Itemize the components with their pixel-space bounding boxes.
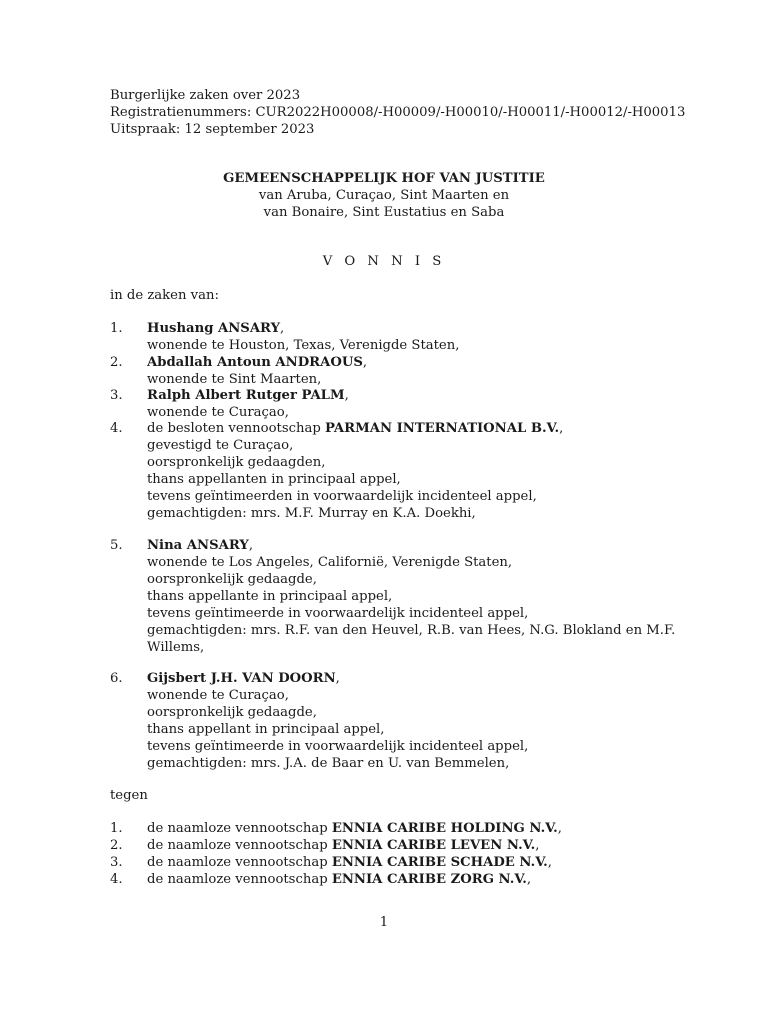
party-name: Gijsbert J.H. VAN DOORN,	[147, 671, 340, 686]
document-type: V O N N I S	[322, 254, 446, 269]
party-residence: wonende te Houston, Texas, Verenigde Staten,	[147, 338, 460, 353]
party-counsel: gemachtigden: mrs. J.A. de Baar en U. van Bemmelen,	[147, 756, 510, 771]
respondent-number: 3.	[110, 855, 123, 870]
party-name: de besloten vennootschap PARMAN INTERNATIONAL B.V.,	[147, 421, 564, 436]
party-residence: gevestigd te Curaçao,	[147, 438, 294, 453]
judgment-date: Uitspraak: 12 september 2023	[110, 122, 315, 137]
party-name: Hushang ANSARY,	[147, 321, 285, 336]
respondent-name: de naamloze vennootschap ENNIA CARIBE ZORG N.V.,	[147, 872, 532, 887]
party-residence: wonende te Sint Maarten,	[147, 372, 322, 387]
page-number: 1	[379, 915, 389, 930]
party-name: Nina ANSARY,	[147, 538, 254, 553]
party-residence: wonende te Curaçao,	[147, 688, 289, 703]
respondent-name: de naamloze vennootschap ENNIA CARIBE HOLDING N.V.,	[147, 821, 562, 836]
party-name: Abdallah Antoun ANDRAOUS,	[147, 355, 368, 370]
intro-text: in de zaken van:	[110, 288, 219, 303]
respondent-number: 4.	[110, 872, 123, 887]
party-counsel: gemachtigden: mrs. R.F. van den Heuvel, R.B. van Hees, N.G. Blokland en M.F.	[147, 623, 676, 638]
court-jurisdiction-line1: van Aruba, Curaçao, Sint Maarten en	[258, 188, 510, 203]
party-name: Ralph Albert Rutger PALM,	[147, 388, 349, 403]
party-number: 3.	[110, 388, 123, 403]
party-role: tevens geïntimeerde in voorwaardelijk incidenteel appel,	[147, 739, 529, 754]
party-number: 4.	[110, 421, 123, 436]
respondent-name: de naamloze vennootschap ENNIA CARIBE LEVEN N.V.,	[147, 838, 540, 853]
registration-numbers: Registratienummers: CUR2022H00008/-H00009/-H00010/-H00011/-H00012/-H00013	[110, 105, 686, 120]
party-role: thans appellante in principaal appel,	[147, 589, 393, 604]
party-residence: wonende te Curaçao,	[147, 405, 289, 420]
party-role: oorspronkelijk gedaagde,	[147, 705, 317, 720]
party-role: thans appellant in principaal appel,	[147, 722, 385, 737]
party-counsel: Willems,	[147, 640, 205, 655]
court-jurisdiction-line2: van Bonaire, Sint Eustatius en Saba	[263, 205, 505, 220]
party-residence: wonende te Los Angeles, Californië, Verenigde Staten,	[147, 555, 513, 570]
respondent-number: 1.	[110, 821, 123, 836]
party-role: tevens geïntimeerden in voorwaardelijk incidenteel appel,	[147, 489, 537, 504]
party-role: thans appellanten in principaal appel,	[147, 472, 401, 487]
party-role: tevens geïntimeerde in voorwaardelijk incidenteel appel,	[147, 606, 529, 621]
case-category: Burgerlijke zaken over 2023	[110, 88, 301, 103]
respondent-name: de naamloze vennootschap ENNIA CARIBE SCHADE N.V.,	[147, 855, 552, 870]
party-role: oorspronkelijk gedaagde,	[147, 572, 317, 587]
party-number: 6.	[110, 671, 123, 686]
party-number: 5.	[110, 538, 123, 553]
court-name: GEMEENSCHAPPELIJK HOF VAN JUSTITIE	[223, 171, 545, 186]
party-role: oorspronkelijk gedaagden,	[147, 455, 326, 470]
party-number: 1.	[110, 321, 123, 336]
tegen-text: tegen	[110, 788, 148, 803]
party-counsel: gemachtigden: mrs. M.F. Murray en K.A. Doekhi,	[147, 506, 476, 521]
party-number: 2.	[110, 355, 123, 370]
respondent-number: 2.	[110, 838, 123, 853]
